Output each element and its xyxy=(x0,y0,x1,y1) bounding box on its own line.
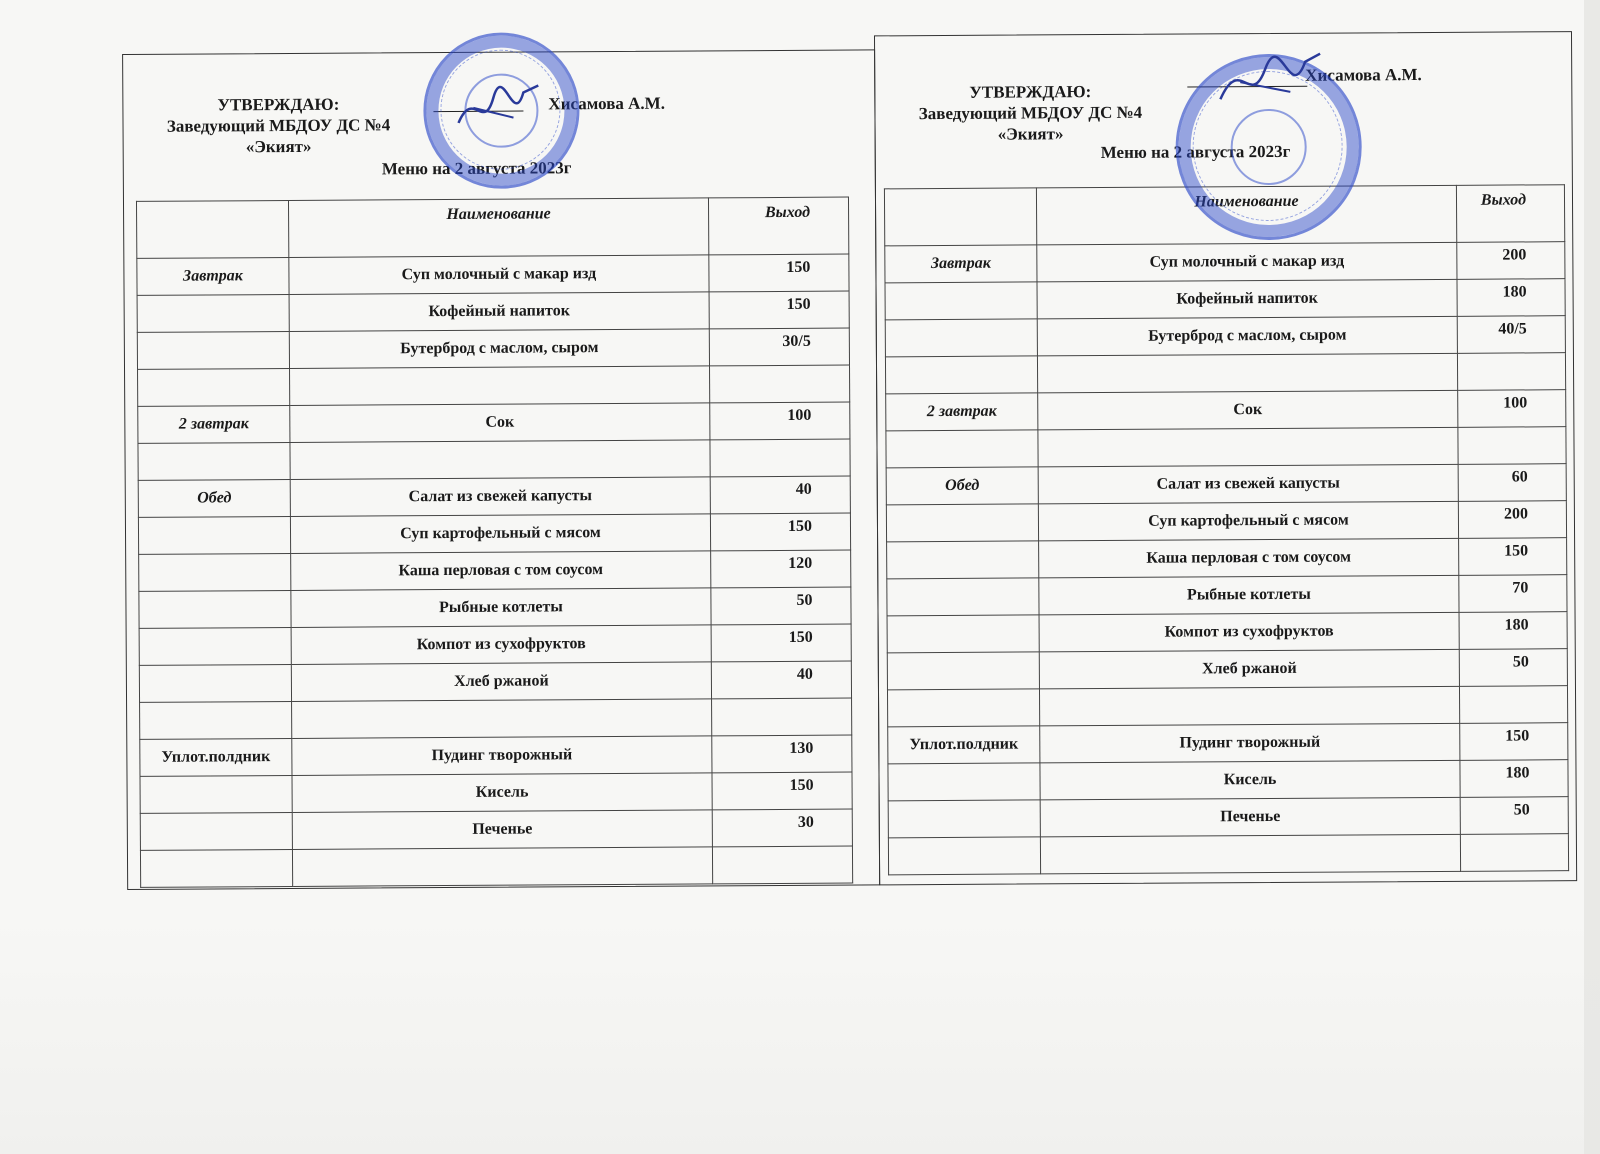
table-row xyxy=(887,612,1567,653)
header-meal-cell xyxy=(136,200,288,258)
header-output-cell: Выход xyxy=(1456,185,1564,243)
meal-cell xyxy=(138,442,290,480)
dish-cell: Компот из сухофруктов xyxy=(291,625,711,665)
stamp-center xyxy=(1230,109,1306,185)
output-cell: 30 xyxy=(712,809,852,847)
dish-cell: Печенье xyxy=(292,810,712,850)
dish-cell: Кисель xyxy=(292,773,712,813)
head-name: Хисамова А.М. xyxy=(1305,65,1422,85)
table-row xyxy=(139,661,851,702)
meal-cell xyxy=(139,553,291,591)
approve-position: Заведующий МБДОУ ДС №4 xyxy=(166,115,391,136)
menu-table xyxy=(136,197,853,888)
meal-cell xyxy=(886,430,1038,468)
meal-cell xyxy=(140,812,292,850)
dish-cell: Сок xyxy=(1038,390,1458,430)
table-row xyxy=(887,538,1567,579)
meal-cell xyxy=(140,775,292,813)
output-cell: 150 xyxy=(712,772,852,810)
dish-cell xyxy=(1037,353,1457,393)
output-cell xyxy=(1457,353,1565,391)
output-cell xyxy=(712,698,852,736)
dish-cell xyxy=(1038,427,1458,467)
output-cell: 200 xyxy=(1457,242,1565,280)
table-row xyxy=(887,575,1567,616)
output-cell: 150 xyxy=(1459,538,1567,576)
table-row xyxy=(138,439,850,480)
meal-cell xyxy=(888,837,1040,875)
dish-cell: Пудинг творожный xyxy=(1040,723,1460,763)
output-cell: 50 xyxy=(1460,797,1568,835)
meal-cell xyxy=(888,763,1040,801)
dish-cell: Хлеб ржаной xyxy=(291,662,711,702)
dish-cell: Кисель xyxy=(1040,760,1460,800)
signature-scribble xyxy=(453,77,543,138)
output-cell xyxy=(1460,834,1568,872)
table-row xyxy=(885,279,1565,320)
header-meal-cell xyxy=(884,188,1036,246)
output-cell: 130 xyxy=(712,735,852,773)
meal-cell xyxy=(138,368,290,406)
dish-cell: Бутерброд с маслом, сыром xyxy=(289,329,709,369)
table-row xyxy=(885,316,1565,357)
output-cell: 50 xyxy=(711,587,851,625)
dish-cell: Каша перловая с том соусом xyxy=(1039,538,1459,578)
dish-cell: Рыбные котлеты xyxy=(1039,575,1459,615)
table-row xyxy=(139,550,851,591)
table-row xyxy=(139,587,851,628)
meal-cell xyxy=(137,331,289,369)
head-name: Хисамова А.М. xyxy=(548,93,665,114)
output-cell: 60 xyxy=(1458,464,1566,502)
meal-cell xyxy=(139,664,291,702)
approval-block xyxy=(133,93,423,158)
dish-cell xyxy=(290,366,710,406)
dish-cell xyxy=(1040,834,1460,874)
dish-cell: Суп молочный с макар изд xyxy=(1037,242,1457,282)
table-row xyxy=(138,402,850,443)
meal-cell xyxy=(885,319,1037,357)
approve-position: Заведующий МБДОУ ДС №4 xyxy=(918,102,1143,124)
dish-cell: Хлеб ржаной xyxy=(1039,649,1459,689)
menu-title: Меню на 2 августа 2023г xyxy=(381,158,572,179)
table-row xyxy=(140,809,852,850)
right-menu-panel xyxy=(874,31,1577,885)
meal-cell: Обед xyxy=(138,479,290,517)
dish-cell xyxy=(1039,686,1459,726)
table-row xyxy=(888,797,1568,838)
table-header-row xyxy=(136,197,848,258)
output-cell: 150 xyxy=(710,513,850,551)
dish-cell: Салат из свежей капусты xyxy=(1038,464,1458,504)
header-name-cell: Наименование xyxy=(1036,185,1456,245)
meal-cell xyxy=(887,541,1039,579)
meal-cell: Завтрак xyxy=(137,257,289,295)
output-cell xyxy=(1458,427,1566,465)
table-row xyxy=(140,698,852,739)
approve-org: «Экият» xyxy=(245,136,312,157)
output-cell: 200 xyxy=(1458,501,1566,539)
table-row xyxy=(887,686,1567,727)
table-row xyxy=(886,501,1566,542)
output-cell xyxy=(710,365,850,403)
signature-scribble xyxy=(1215,44,1325,115)
meal-cell: Завтрак xyxy=(885,245,1037,283)
meal-cell xyxy=(887,578,1039,616)
menu-title: Меню на 2 августа 2023г xyxy=(1100,141,1291,163)
dish-cell: Рыбные котлеты xyxy=(291,588,711,628)
table-row xyxy=(137,291,849,332)
table-row xyxy=(888,834,1568,875)
dish-cell xyxy=(292,699,712,739)
table-row xyxy=(885,242,1565,283)
scan-shadow xyxy=(0,920,1600,1154)
approval-block xyxy=(885,81,1175,146)
meal-cell xyxy=(138,516,290,554)
table-row xyxy=(888,760,1568,801)
dish-cell: Компот из сухофруктов xyxy=(1039,612,1459,652)
meal-cell xyxy=(887,615,1039,653)
dish-cell: Пудинг творожный xyxy=(292,736,712,776)
table-row xyxy=(886,464,1566,505)
meal-cell: 2 завтрак xyxy=(886,393,1038,431)
output-cell: 150 xyxy=(709,291,849,329)
left-menu-panel xyxy=(122,49,880,890)
table-row xyxy=(886,390,1566,431)
dish-cell: Суп картофельный с мясом xyxy=(1038,501,1458,541)
output-cell: 120 xyxy=(711,550,851,588)
dish-cell: Кофейный напиток xyxy=(1037,279,1457,319)
meal-cell: Уплот.полдник xyxy=(888,726,1040,764)
output-cell xyxy=(710,439,850,477)
output-cell: 40 xyxy=(710,476,850,514)
output-cell xyxy=(712,846,852,884)
approve-title: УТВЕРЖДАЮ: xyxy=(969,82,1092,102)
dish-cell: Суп молочный с макар изд xyxy=(289,255,709,295)
table-row xyxy=(138,513,850,554)
dish-cell: Печенье xyxy=(1040,797,1460,837)
meal-cell xyxy=(886,504,1038,542)
output-cell: 150 xyxy=(709,254,849,292)
output-cell: 40/5 xyxy=(1457,316,1565,354)
output-cell: 70 xyxy=(1459,575,1567,613)
output-cell: 30/5 xyxy=(709,328,849,366)
meal-cell xyxy=(885,282,1037,320)
meal-cell xyxy=(885,356,1037,394)
meal-cell xyxy=(887,689,1039,727)
meal-cell xyxy=(137,294,289,332)
approve-title: УТВЕРЖДАЮ: xyxy=(217,94,340,115)
header-output-cell: Выход xyxy=(708,197,848,255)
meal-cell xyxy=(140,849,292,887)
meal-cell xyxy=(887,652,1039,690)
meal-cell: 2 завтрак xyxy=(138,405,290,443)
meal-cell xyxy=(140,701,292,739)
output-cell: 100 xyxy=(710,402,850,440)
table-row xyxy=(885,353,1565,394)
dish-cell: Суп картофельный с мясом xyxy=(290,514,710,554)
table-row xyxy=(887,649,1567,690)
table-row xyxy=(140,846,852,887)
approve-org: «Экият» xyxy=(997,124,1064,144)
meal-cell xyxy=(139,590,291,628)
output-cell: 180 xyxy=(1460,760,1568,798)
table-row xyxy=(140,772,852,813)
header-name-cell: Наименование xyxy=(288,198,708,258)
output-cell xyxy=(1459,686,1567,724)
output-cell: 150 xyxy=(1460,723,1568,761)
output-cell: 180 xyxy=(1459,612,1567,650)
table-row xyxy=(137,254,849,295)
dish-cell xyxy=(290,440,710,480)
meal-cell: Обед xyxy=(886,467,1038,505)
menu-table xyxy=(884,184,1569,875)
meal-cell xyxy=(888,800,1040,838)
meal-cell xyxy=(139,627,291,665)
table-row xyxy=(888,723,1568,764)
table-row xyxy=(886,427,1566,468)
table-row xyxy=(139,624,851,665)
table-row xyxy=(138,365,850,406)
dish-cell: Бутерброд с маслом, сыром xyxy=(1037,316,1457,356)
meal-cell: Уплот.полдник xyxy=(140,738,292,776)
table-row xyxy=(140,735,852,776)
dish-cell xyxy=(292,847,712,887)
output-cell: 50 xyxy=(1459,649,1567,687)
output-cell: 150 xyxy=(711,624,851,662)
table-row xyxy=(138,476,850,517)
table-row xyxy=(137,328,849,369)
dish-cell: Каша перловая с том соусом xyxy=(291,551,711,591)
menu-sheet xyxy=(122,31,1577,890)
dish-cell: Сок xyxy=(290,403,710,443)
output-cell: 180 xyxy=(1457,279,1565,317)
dish-cell: Кофейный напиток xyxy=(289,292,709,332)
output-cell: 100 xyxy=(1458,390,1566,428)
dish-cell: Салат из свежей капусты xyxy=(290,477,710,517)
output-cell: 40 xyxy=(711,661,851,699)
